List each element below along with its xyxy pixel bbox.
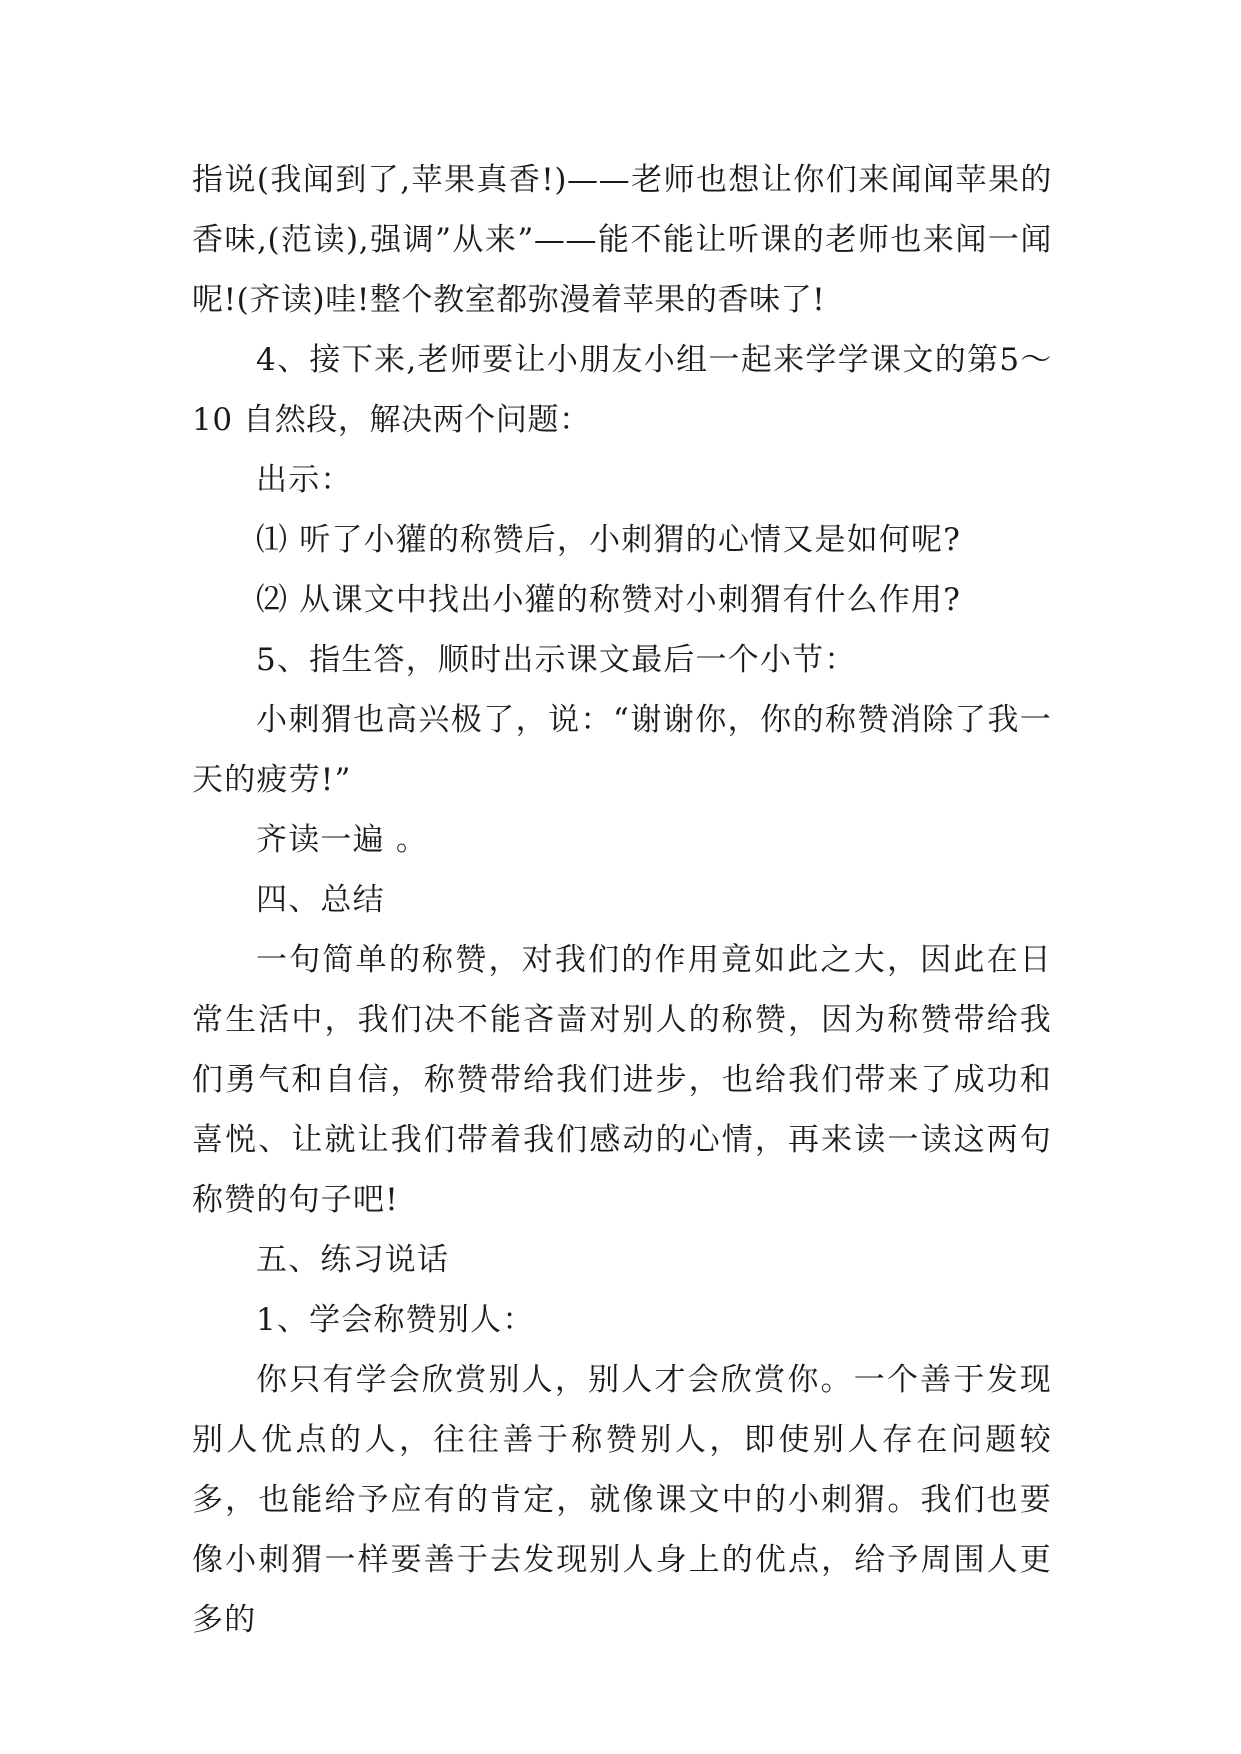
- paragraph-answer: 5、指生答，顺时出示课文最后一个小节：: [256, 642, 857, 678]
- paragraph-show: 出示：: [256, 462, 353, 498]
- section-heading-practice: 五、练习说话: [256, 1242, 450, 1278]
- paragraph-appreciate: 你只有学会欣赏别人，别人才会欣赏你。一个善于发现别人优点的人，往往善于称赞别人，即使别人存在问题较多，也能给予应有的肯定，就像课文中的小刺猬。我们也要像小刺猬一样要善于去发现别人身上的优点，给予周围人更多的: [192, 1362, 1052, 1638]
- section-heading-summary: 四、总结: [256, 882, 385, 918]
- paragraph-smell-apple: 指说(我闻到了,苹果真香!)——老师也想让你们来闻闻苹果的香味,(范读),强调”从来”——能不能让听课的老师也来闻一闻呢!(齐读)哇!整个教室都弥漫着苹果的香味了!: [192, 162, 1052, 318]
- paragraph-learn-praise: 1、学会称赞别人：: [256, 1302, 535, 1338]
- paragraph-summary: 一句简单的称赞，对我们的作用竟如此之大，因此在日常生活中，我们决不能吝啬对别人的称赞，因为称赞带给我们勇气和自信，称赞带给我们进步，也给我们带来了成功和喜悦、让就让我们带着我们感动的心情，再来读一读这两句称赞的句子吧!: [192, 942, 1052, 1218]
- paragraph-read-aloud: 齐读一遍 。: [256, 822, 429, 858]
- question-1: ⑴ 听了小獾的称赞后，小刺猬的心情又是如何呢?: [256, 522, 962, 558]
- paragraph-quote: 小刺猬也高兴极了，说：“谢谢你，你的称赞消除了我一天的疲劳!”: [192, 702, 1052, 798]
- paragraph-group-task: 4、接下来,老师要让小朋友小组一起来学学课文的第5～10 自然段，解决两个问题：: [192, 342, 1052, 438]
- question-2: ⑵ 从课文中找出小獾的称赞对小刺猬有什么作用?: [256, 582, 962, 618]
- document-page: [192, 150, 1052, 1650]
